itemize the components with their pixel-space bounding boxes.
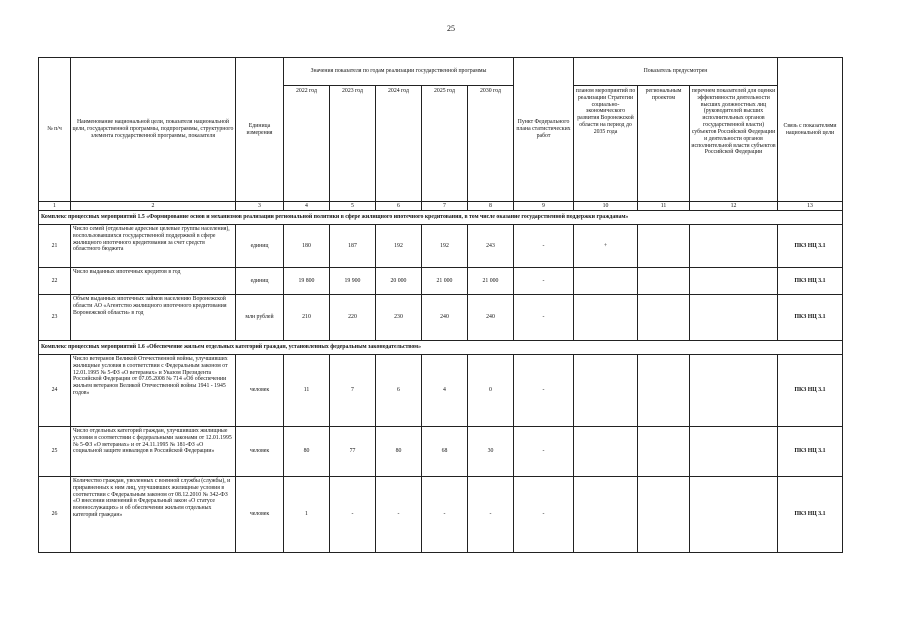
row-value-2030: 30	[468, 427, 514, 477]
row-value-2024: 192	[376, 225, 422, 268]
row-list	[690, 355, 778, 427]
row-value-2023: -	[330, 477, 376, 553]
row-value-2025: -	[422, 477, 468, 553]
header-unit: Единица измерения	[236, 58, 284, 202]
row-no: 24	[39, 355, 71, 427]
col-number: 7	[422, 202, 468, 211]
header-name: Наименование национальной цели, показателя национальной цели, государственной программы, подпрограммы, структурного элемента государственной программы, показателя	[71, 58, 236, 202]
column-number-row	[39, 202, 843, 211]
row-list	[690, 225, 778, 268]
row-federal: -	[514, 477, 574, 553]
row-value-2022: 19 800	[284, 268, 330, 295]
header-federal-plan: Пункт Федерального плана статистических работ	[514, 58, 574, 202]
row-value-2030: 21 000	[468, 268, 514, 295]
row-link: ПКЗ НЦ 3.1	[778, 295, 843, 341]
row-name: Число семей (отдельные адресные целевые группы населения), воспользовавшихся государственной поддержкой в сфере жилищного ипотечного кредитования за счет средств областного бюджета	[71, 225, 236, 268]
row-list	[690, 268, 778, 295]
header-no: № п/ч	[39, 58, 71, 202]
header-year-2022: 2022 год	[284, 86, 330, 202]
row-strategy: +	[574, 225, 638, 268]
row-list	[690, 295, 778, 341]
row-value-2022: 80	[284, 427, 330, 477]
row-value-2024: 6	[376, 355, 422, 427]
row-federal: -	[514, 355, 574, 427]
table-row	[39, 268, 843, 295]
row-no: 26	[39, 477, 71, 553]
row-value-2030: 0	[468, 355, 514, 427]
row-value-2022: 11	[284, 355, 330, 427]
row-link: ПКЗ НЦ 3.1	[778, 268, 843, 295]
row-strategy	[574, 477, 638, 553]
row-strategy	[574, 355, 638, 427]
header-values-group: Значения показателя по годам реализации государственной программы	[284, 58, 514, 86]
row-value-2024: -	[376, 477, 422, 553]
col-number: 1	[39, 202, 71, 211]
row-unit: млн рублей	[236, 295, 284, 341]
row-federal: -	[514, 295, 574, 341]
row-no: 21	[39, 225, 71, 268]
row-link: ПКЗ НЦ 3.1	[778, 355, 843, 427]
table-row	[39, 295, 843, 341]
row-value-2022: 1	[284, 477, 330, 553]
row-regional	[638, 427, 690, 477]
row-regional	[638, 225, 690, 268]
col-number: 8	[468, 202, 514, 211]
header-year-2025: 2025 год	[422, 86, 468, 202]
row-federal: -	[514, 427, 574, 477]
section-title: Комплекс процессных мероприятий 1.5 «Формирование основ и механизмов реализации региональной политики в сфере жилищного ипотечного кредитования, в том числе оказание государственной поддержки гражданам»	[39, 211, 843, 225]
header-list-indicators: перечнем показателей для оценки эффективности деятельности высших должностных лиц (руководителей высших исполнительных органов государственной власти) субъектов Российской Федерации и деятельности органов исполнительной власти субъектов Российской Федерации	[690, 86, 778, 202]
col-number: 6	[376, 202, 422, 211]
header-year-2023: 2023 год	[330, 86, 376, 202]
col-number: 9	[514, 202, 574, 211]
indicators-table	[38, 57, 843, 553]
row-name: Число отдельных категорий граждан, улучшивших жилищные условия в соответствии с федеральными законами от 12.01.1995 № 5-ФЗ «О ветеранах» и от 24.11.1995 № 181-ФЗ «О социальной защите инвалидов в Российской Федерации»	[71, 427, 236, 477]
row-value-2023: 220	[330, 295, 376, 341]
row-name: Число выданных ипотечных кредитов в год	[71, 268, 236, 295]
col-number: 11	[638, 202, 690, 211]
row-no: 25	[39, 427, 71, 477]
col-number: 13	[778, 202, 843, 211]
row-no: 23	[39, 295, 71, 341]
row-strategy	[574, 268, 638, 295]
section-title: Комплекс процессных мероприятий 1.6 «Обеспечение жильем отдельных категорий граждан, установленных федеральным законодательством»	[39, 341, 843, 355]
header-link: Связь с показателями национальной цели	[778, 58, 843, 202]
row-value-2025: 192	[422, 225, 468, 268]
row-value-2024: 80	[376, 427, 422, 477]
row-value-2030: 243	[468, 225, 514, 268]
row-list	[690, 427, 778, 477]
row-value-2025: 4	[422, 355, 468, 427]
row-value-2024: 230	[376, 295, 422, 341]
row-value-2025: 21 000	[422, 268, 468, 295]
page-number: 25	[447, 24, 455, 33]
row-unit: человек	[236, 355, 284, 427]
col-number: 10	[574, 202, 638, 211]
row-link: ПКЗ НЦ 3.1	[778, 225, 843, 268]
row-regional	[638, 355, 690, 427]
row-no: 22	[39, 268, 71, 295]
col-number: 5	[330, 202, 376, 211]
row-regional	[638, 295, 690, 341]
table-row	[39, 427, 843, 477]
col-number: 4	[284, 202, 330, 211]
row-value-2023: 19 900	[330, 268, 376, 295]
col-number: 3	[236, 202, 284, 211]
table-row	[39, 355, 843, 427]
row-link: ПКЗ НЦ 3.1	[778, 427, 843, 477]
row-name: Количество граждан, уволенных с военной службы (службы), и приравненных к ним лиц, улучшивших жилищные условия в соответствии с Федеральным законом от 08.12.2010 № 342-ФЗ «О внесении изменений в Федеральный закон «О статусе военнослужащих» и об обеспечении жильем отдельных категорий граждан»	[71, 477, 236, 553]
row-federal: -	[514, 225, 574, 268]
row-value-2022: 180	[284, 225, 330, 268]
table-row	[39, 225, 843, 268]
row-value-2025: 68	[422, 427, 468, 477]
row-list	[690, 477, 778, 553]
header-year-2024: 2024 год	[376, 86, 422, 202]
row-regional	[638, 268, 690, 295]
row-unit: человек	[236, 427, 284, 477]
row-value-2030: 240	[468, 295, 514, 341]
header-year-2030: 2030 год	[468, 86, 514, 202]
row-federal: -	[514, 268, 574, 295]
row-value-2023: 187	[330, 225, 376, 268]
header-provided-group: Показатель предусмотрен	[574, 58, 778, 86]
row-link: ПКЗ НЦ 3.1	[778, 477, 843, 553]
row-value-2024: 20 000	[376, 268, 422, 295]
row-value-2030: -	[468, 477, 514, 553]
header-plan-strategy: планом мероприятий по реализации Стратегии социально-экономического развития Воронежской области на период до 2035 года	[574, 86, 638, 202]
row-regional	[638, 477, 690, 553]
row-name: Число ветеранов Великой Отечественной войны, улучшивших жилищные условия в соответствии с Федеральным законом от 12.01.1995 № 5-ФЗ «О ветеранах» и Указом Президента Российской Федерации от 07.05.2008 № 714 «Об обеспечении жильем ветеранов Великой Отечественной войны 1941 - 1945 годов»	[71, 355, 236, 427]
row-value-2023: 7	[330, 355, 376, 427]
row-strategy	[574, 427, 638, 477]
row-unit: единиц	[236, 225, 284, 268]
table-row	[39, 477, 843, 553]
row-unit: единиц	[236, 268, 284, 295]
row-value-2023: 77	[330, 427, 376, 477]
row-value-2025: 240	[422, 295, 468, 341]
row-unit: человек	[236, 477, 284, 553]
col-number: 12	[690, 202, 778, 211]
header-regional-projects: региональным проектом	[638, 86, 690, 202]
row-name: Объем выданных ипотечных займов населению Воронежской области АО «Агентство жилищного ипотечного кредитования Воронежской области» в год	[71, 295, 236, 341]
row-strategy	[574, 295, 638, 341]
col-number: 2	[71, 202, 236, 211]
row-value-2022: 210	[284, 295, 330, 341]
